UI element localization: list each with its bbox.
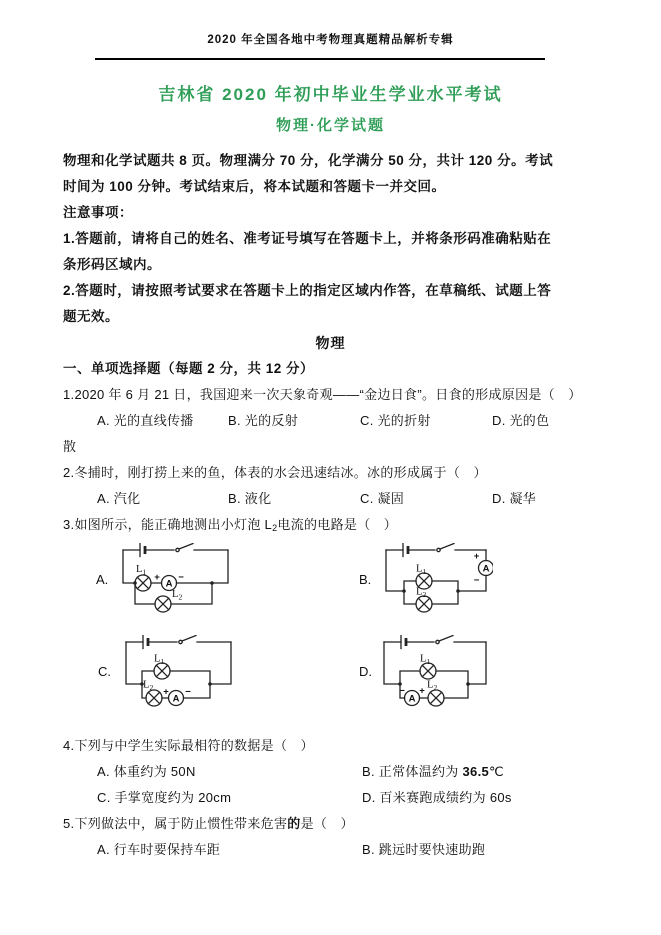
lamp-l2-label: L bbox=[172, 589, 179, 600]
lamp-l2-icon bbox=[146, 690, 162, 706]
switch-icon bbox=[179, 636, 231, 644]
lamp-l2-label: L bbox=[427, 679, 434, 691]
battery-icon bbox=[126, 636, 177, 649]
svg-text:A: A bbox=[172, 693, 180, 705]
question-1-options bbox=[63, 408, 598, 434]
wire bbox=[386, 550, 486, 591]
minus-sign: − bbox=[178, 572, 184, 583]
svg-text:1: 1 bbox=[142, 567, 147, 577]
svg-text:1: 1 bbox=[422, 567, 427, 576]
question-4-option-d: D. 百米赛跑成绩约为 60s bbox=[362, 790, 512, 805]
circuit-option-b-label: B. bbox=[359, 572, 372, 587]
svg-text:A: A bbox=[165, 578, 173, 590]
lamp-l2-label: L bbox=[143, 679, 150, 691]
question-2-option-c: C. 凝固 bbox=[360, 491, 405, 506]
circuit-diagram-b bbox=[378, 543, 493, 617]
svg-text:A: A bbox=[408, 693, 416, 705]
circuit-option-c-label: C. bbox=[98, 664, 111, 679]
question-4-options-row-1 bbox=[63, 759, 598, 785]
junction-dot bbox=[402, 589, 406, 593]
circuit-diagram-a bbox=[115, 543, 237, 617]
lamp-l2-icon bbox=[428, 690, 444, 706]
switch-icon bbox=[436, 636, 486, 644]
lamp-l1-label: L bbox=[416, 563, 423, 575]
question-2-option-d: D. 凝华 bbox=[492, 491, 537, 506]
circuit-option-a-label: A. bbox=[96, 572, 109, 587]
lamp-l1-label: L bbox=[136, 564, 143, 575]
lamp-l1-icon bbox=[135, 575, 151, 591]
exam-subtitle: 物理·化学试题 bbox=[276, 117, 385, 134]
junction-dot bbox=[133, 581, 137, 585]
question-3-stem-post: 电流的电路是（ ） bbox=[277, 517, 398, 532]
header-rule bbox=[95, 58, 545, 60]
question-5-stem-bold: 的 bbox=[287, 816, 301, 831]
junction-dot bbox=[208, 682, 212, 686]
question-4-options-row-2 bbox=[63, 785, 598, 811]
lamp-l1-label: L bbox=[154, 653, 161, 665]
battery-icon bbox=[123, 544, 174, 557]
notice-title: 注意事项： bbox=[63, 205, 133, 220]
circuit-diagram-d bbox=[376, 635, 493, 713]
question-5-stem-post: 是（ ） bbox=[300, 816, 354, 831]
question-2-option-b: B. 液化 bbox=[228, 491, 272, 506]
svg-text:2: 2 bbox=[422, 590, 427, 599]
svg-text:2: 2 bbox=[149, 683, 154, 692]
question-1-option-d-overflow: 散 bbox=[63, 439, 77, 454]
question-5-options bbox=[63, 837, 598, 863]
svg-text:1: 1 bbox=[426, 657, 431, 666]
question-5-stem bbox=[63, 811, 598, 837]
plus-sign: + bbox=[419, 685, 425, 697]
notice-item-2-line-1: 2.答题时，请按照考试要求在答题卡上的指定区域内作答，在草稿纸、试题上答 bbox=[63, 283, 552, 298]
minus-sign: − bbox=[473, 575, 480, 586]
question-1-option-d: D. 光的色 bbox=[492, 413, 550, 428]
plus-sign: + bbox=[163, 686, 169, 698]
circuit-diagrams bbox=[63, 541, 598, 733]
svg-text:2: 2 bbox=[178, 592, 183, 602]
lamp-l2-icon bbox=[155, 596, 171, 612]
exam-title: 吉林省 2020 年初中毕业生学业水平考试 bbox=[158, 85, 503, 104]
question-5-option-a: A. 行车时要保持车距 bbox=[97, 842, 221, 857]
question-4-option-b: B. 正常体温约为 36.5℃ bbox=[362, 764, 504, 779]
question-3-stem-pre: 3.如图所示，能正确地测出小灯泡 L bbox=[63, 517, 273, 532]
switch-icon bbox=[176, 544, 228, 552]
lamp-l2-label: L bbox=[416, 586, 423, 598]
ammeter-icon bbox=[479, 561, 494, 576]
question-4-stem: 4.下列与中学生实际最相符的数据是（ ） bbox=[63, 738, 314, 753]
battery-icon bbox=[384, 636, 434, 649]
circuit-diagram-c bbox=[118, 635, 240, 713]
question-2-option-a: A. 汽化 bbox=[97, 491, 141, 506]
minus-sign: − bbox=[399, 685, 405, 697]
plus-sign: + bbox=[473, 551, 480, 562]
notice-item-1-line-1: 1.答题前，请将自己的姓名、准考证号填写在答题卡上，并将条形码准确粘贴在 bbox=[63, 231, 552, 246]
question-1-option-c: C. 光的折射 bbox=[360, 413, 431, 428]
question-1-option-a: A. 光的直线传播 bbox=[97, 413, 194, 428]
question-4-option-c: C. 手掌宽度约为 20cm bbox=[97, 790, 232, 805]
question-3-stem-subscript: 2 bbox=[272, 523, 278, 533]
question-2-stem: 2.冬捕时，刚打捞上来的鱼，体表的水会迅速结冰。冰的形成属于（ ） bbox=[63, 465, 487, 480]
lamp-l1-label: L bbox=[420, 653, 427, 665]
section-title-physics: 物理 bbox=[315, 335, 346, 351]
question-4-option-a: A. 体重约为 50N bbox=[97, 764, 196, 779]
question-5-option-b: B. 跳远时要快速助跑 bbox=[362, 842, 486, 857]
ammeter-icon bbox=[405, 691, 420, 706]
notice-item-2-line-2: 题无效。 bbox=[63, 309, 119, 324]
question-2-options bbox=[63, 486, 598, 512]
question-3-stem bbox=[63, 512, 598, 541]
junction-dot bbox=[210, 581, 214, 585]
question-1-option-b: B. 光的反射 bbox=[228, 413, 298, 428]
doc-header-text: 2020 年全国各地中考物理真题精品解析专辑 bbox=[207, 34, 454, 46]
ammeter-icon bbox=[169, 691, 184, 706]
wire bbox=[384, 642, 486, 684]
notice-item-1-line-2: 条形码区域内。 bbox=[63, 257, 161, 272]
intro-line-1: 物理和化学试题共 8 页。物理满分 70 分，化学满分 50 分，共计 120 分。考试 bbox=[63, 153, 554, 168]
question-1-stem: 1.2020 年 6 月 21 日，我国迎来一次天象奇观——“金边日食”。日食的形成原因是（ ） bbox=[63, 387, 582, 402]
circuit-option-d-label: D. bbox=[359, 664, 372, 679]
junction-dot bbox=[466, 682, 470, 686]
svg-text:A: A bbox=[482, 563, 490, 575]
svg-text:2: 2 bbox=[433, 683, 438, 692]
question-5-stem-pre: 5.下列做法中，属于防止惯性带来危害 bbox=[63, 816, 288, 831]
part1-heading: 一、单项选择题（每题 2 分，共 12 分） bbox=[63, 361, 315, 376]
intro-line-2: 时间为 100 分钟。考试结束后，将本试题和答题卡一并交回。 bbox=[63, 179, 446, 194]
svg-text:1: 1 bbox=[160, 657, 165, 666]
junction-dot bbox=[456, 589, 460, 593]
minus-sign: − bbox=[185, 686, 191, 698]
plus-sign: + bbox=[154, 572, 160, 583]
battery-icon bbox=[386, 544, 435, 557]
